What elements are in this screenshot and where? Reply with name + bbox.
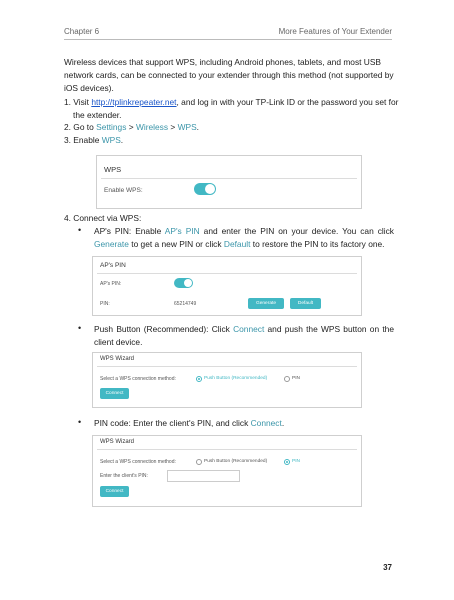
enable-wps-label: Enable WPS: [104, 187, 143, 194]
bullet-symbol: • [78, 225, 82, 235]
header-divider [64, 39, 392, 40]
intro-paragraph: Wireless devices that support WPS, including Android phones, tablets, and most USB network cards, can be connected to your extender through this method (not supported by iOS devices). [64, 57, 394, 93]
pin-option-label: PIN [292, 376, 300, 381]
wps-toggle[interactable] [194, 183, 216, 195]
step-2 [64, 121, 394, 134]
section-title: More Features of Your Extender [278, 27, 392, 36]
step-1 [64, 96, 403, 122]
pin-radio[interactable] [284, 376, 290, 382]
client-pin-input[interactable] [167, 470, 240, 482]
generate-ref: Generate [94, 238, 129, 249]
settings-menu-ref: Settings [96, 122, 127, 132]
pin-code-instructions [94, 417, 394, 430]
ap-pin-enable-label: AP's PIN: [100, 281, 122, 287]
panel-divider [97, 366, 357, 367]
pin-label: PIN: [100, 301, 110, 307]
connect-ref: Connect [233, 324, 265, 334]
ap-pin-toggle[interactable] [174, 278, 193, 288]
bullet-symbol: • [78, 417, 82, 427]
chapter-label: Chapter 6 [64, 27, 100, 36]
connect-button[interactable]: Connect [100, 486, 129, 497]
client-pin-label: Enter the client's PIN: [100, 473, 148, 479]
ap-pin-ref: AP's PIN [164, 226, 200, 236]
wps-wizard-title: WPS Wizard [100, 439, 135, 445]
push-button-radio[interactable] [196, 459, 202, 465]
pin-value: 65214749 [174, 301, 197, 307]
ap-pin-panel-title: AP's PIN [100, 262, 126, 269]
step-2-end: . [196, 122, 199, 132]
wps-panel [96, 155, 362, 209]
step-3-prefix: 3. Enable [64, 135, 102, 145]
bullet-symbol: • [78, 323, 82, 333]
push-button-option-label: Push Button (Recommended) [204, 376, 268, 381]
push-button-radio[interactable] [196, 376, 202, 382]
ap-pin-panel [92, 256, 362, 316]
connect-ref: Connect [250, 418, 282, 428]
ap-pin-mid: and enter the PIN on your device. You can click [199, 226, 394, 236]
ap-pin-end: to restore the PIN to its factory one. [250, 238, 385, 249]
panel-divider [97, 273, 357, 274]
step-3-end: . [120, 135, 124, 145]
wps-wizard-push-panel [92, 352, 362, 408]
generate-button[interactable]: Generate [248, 298, 284, 309]
step-1-prefix: 1. Visit [64, 97, 92, 107]
wps-wizard-pin-panel [92, 435, 362, 507]
pin-option-label: PIN [292, 459, 300, 464]
wps-panel-title: WPS [104, 165, 122, 174]
wireless-menu-ref: Wireless [135, 122, 169, 132]
panel-divider [101, 178, 357, 179]
wps-menu-ref: WPS [177, 122, 197, 132]
step-2-prefix: 2. Go to [64, 122, 97, 132]
tplinkrepeater-link[interactable]: http://tplinkrepeater.net [91, 97, 177, 107]
step-2-separator: > [126, 122, 136, 132]
step-4: 4. Connect via WPS: [64, 213, 142, 223]
push-button-end: and push the WPS button on the client device. [94, 324, 394, 347]
step-3 [64, 134, 394, 147]
method-label: Select a WPS connection method: [100, 376, 176, 382]
default-button[interactable]: Default [290, 298, 321, 309]
push-button-option-label: Push Button (Recommended) [204, 459, 268, 464]
wps-feature-ref: WPS [101, 135, 121, 145]
step-2-separator: > [168, 122, 178, 132]
pin-code-lead: PIN code: Enter the client's PIN, and click [94, 418, 251, 428]
toggle-knob [184, 279, 192, 287]
method-label: Select a WPS connection method: [100, 459, 176, 465]
pin-code-end: . [281, 418, 285, 428]
page-number: 37 [383, 563, 392, 572]
ap-pin-instructions [94, 225, 394, 251]
panel-divider [97, 449, 357, 450]
default-ref: Default [223, 238, 251, 249]
ap-pin-lead: AP's PIN: Enable [94, 226, 165, 236]
push-button-lead: Push Button (Recommended): Click [94, 324, 234, 334]
step-1-suffix: , and log in with your TP-Link ID or the password you set for the extender. [73, 97, 399, 120]
pin-radio[interactable] [284, 459, 290, 465]
push-button-instructions [94, 323, 394, 349]
connect-button[interactable]: Connect [100, 388, 129, 399]
ap-pin-mid: to get a new PIN or click [128, 238, 224, 249]
wps-wizard-title: WPS Wizard [100, 356, 135, 362]
toggle-knob [205, 184, 215, 194]
